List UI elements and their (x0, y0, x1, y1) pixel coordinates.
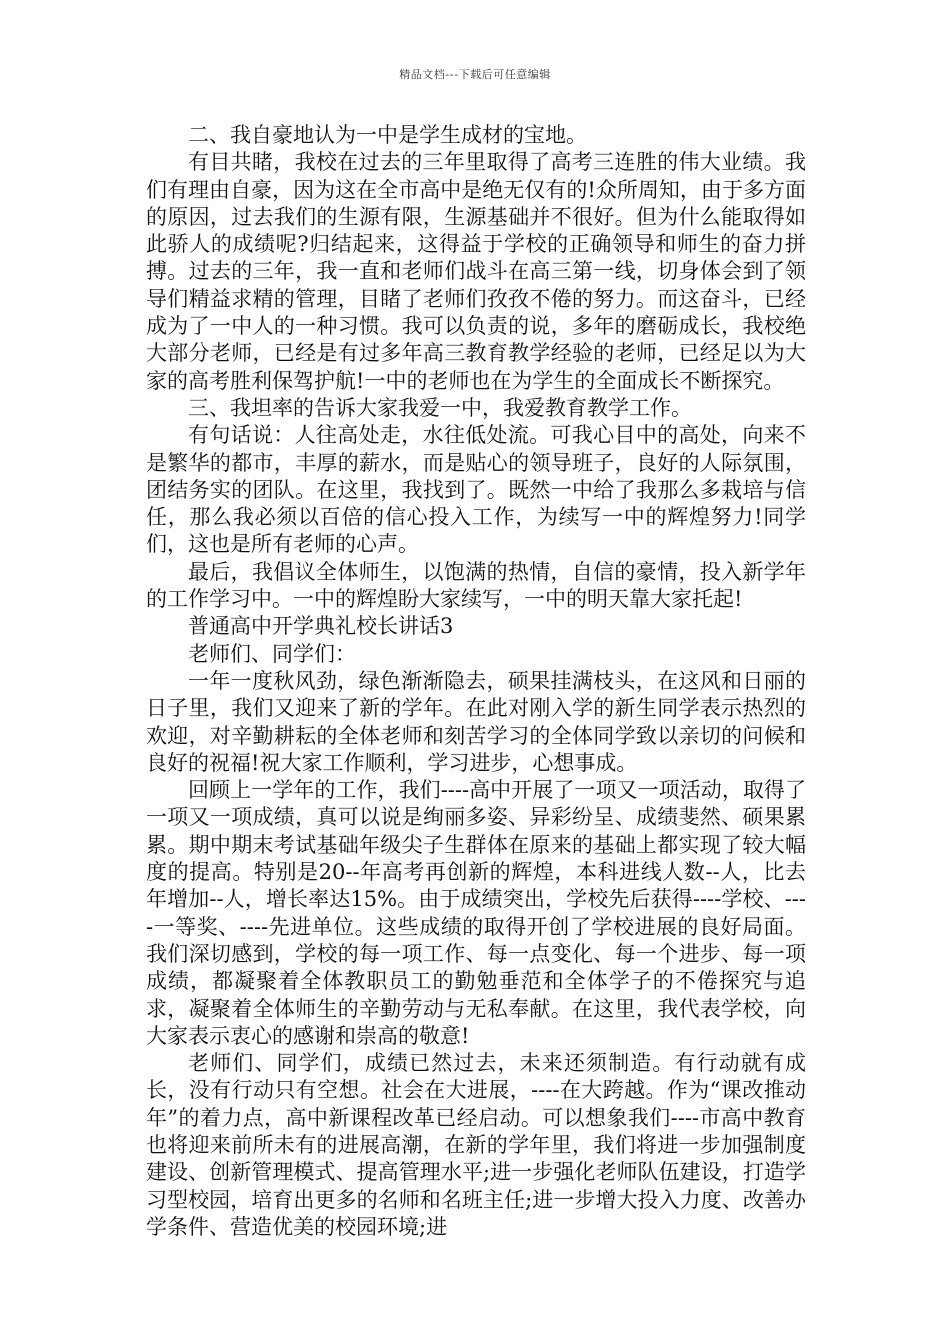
paragraph: 回顾上一学年的工作，我们----高中开展了一项又一项活动，取得了一项又一项成绩，真可以说是绚丽多姿、异彩纷呈、成绩斐然、硕果累累。期中期末考试基础年级尖子生群体在原来的基础上都实现了较大幅度的提高。特别是20--年高考再创新的辉煌，本科进线人数--人，比去年增加--人，增长率达15%。由于成绩突出，学校先后获得----学校、----一等奖、----先进单位。这些成绩的取得开创了学校进展的良好局面。我们深切感到，学校的每一项工作、每一点变化、每一个进步、每一项成绩，都凝聚着全体教职员工的勤勉垂范和全体学子的不倦探究与追求，凝聚着全体师生的辛勤劳动与无私奉献。在这里，我代表学校，向大家表示衷心的感谢和崇高的敬意! (146, 778, 806, 1048)
document-body (146, 122, 806, 1241)
paragraph: 有目共睹，我校在过去的三年里取得了高考三连胜的伟大业绩。我们有理由自豪，因为这在全市高中是绝无仅有的!众所周知，由于多方面的原因，过去我们的生源有限，生源基础并不很好。但为什么能取得如此骄人的成绩呢?归结起来，这得益于学校的正确领导和师生的奋力拼搏。过去的三年，我一直和老师们战斗在高三第一线，切身体会到了领导们精益求精的管理，目睹了老师们孜孜不倦的努力。而这奋斗，已经成为了一中人的一种习惯。我可以负责的说，多年的磨砺成长，我校绝大部分老师，已经是有过多年高三教育教学经验的老师，已经足以为大家的高考胜利保驾护航!一中的老师也在为学生的全面成长不断探究。 (146, 150, 806, 393)
paragraph: 有句话说：人往高处走，水往低处流。可我心目中的高处，向来不是繁华的都市，丰厚的薪水，而是贴心的领导班子，良好的人际氛围，团结务实的团队。在这里，我找到了。既然一中给了我那么多栽培与信任，那么我必须以百倍的信心投入工作，为续写一中的辉煌努力!同学们，这也是所有老师的心声。 (146, 423, 806, 557)
paragraph: 老师们、同学们，成绩已然过去，未来还须制造。有行动就有成长，没有行动只有空想。社会在大进展，----在大跨越。作为“课改推动年”的着力点，高中新课程改革已经启动。可以想象我们----市高中教育也将迎来前所未有的进展高潮，在新的学年里，我们将进一步加强制度建设、创新管理模式、提高管理水平;进一步强化老师队伍建设，打造学习型校园，培育出更多的名师和名班主任;进一步增大投入力度、改善办学条件、营造优美的校园环境;进 (146, 1051, 806, 1239)
paragraph: 一年一度秋风劲，绿色渐渐隐去，硕果挂满枝头，在这风和日丽的日子里，我们又迎来了新的学年。在此对刚入学的新生同学表示热烈的欢迎，对辛勤耕耘的全体老师和刻苦学习的全体同学致以亲切的问候和良好的祝福!祝大家工作顺利，学习进步，心想事成。 (146, 668, 806, 775)
paragraph: 三、我坦率的告诉大家我爱一中，我爱教育教学工作。 (188, 395, 692, 420)
paragraph: 最后，我倡议全体师生，以饱满的热情，自信的豪情，投入新学年的工作学习中。一中的辉煌盼大家续写，一中的明天靠大家托起! (146, 559, 806, 612)
salutation: 老师们、同学们： (188, 641, 356, 666)
paragraph: 二、我自豪地认为一中是学生成材的宝地。 (188, 123, 587, 147)
section-title: 普通高中开学典礼校长讲话3 (188, 614, 454, 639)
page-header: 精品文档---下载后可任意编辑 (399, 68, 551, 81)
